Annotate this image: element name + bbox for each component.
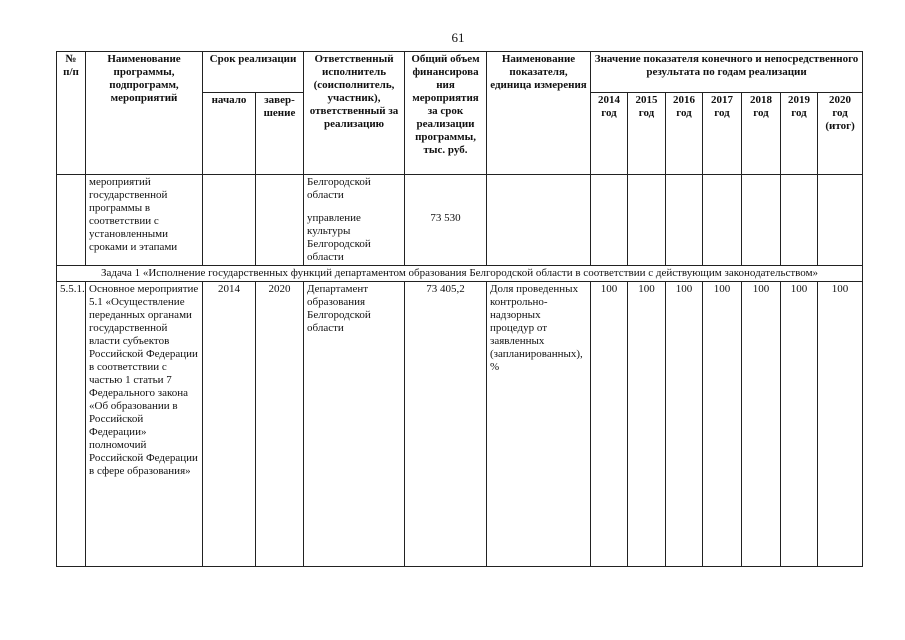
value-2014: 100	[591, 282, 628, 567]
value-2017: 100	[703, 282, 742, 567]
value-2016: 100	[666, 282, 703, 567]
header-indicator: Наименование показателя, единица измерения	[487, 52, 591, 175]
header-year-2018: 2018 год	[742, 93, 781, 175]
cont-name: мероприятий государственной программы в соответствии с установленными сроками и этапами	[86, 175, 203, 266]
main-executor: Департамент образования Белгородской области	[304, 282, 405, 567]
value-2019: 100	[781, 282, 818, 567]
main-financing: 73 405,2	[405, 282, 487, 567]
main-start: 2014	[203, 282, 256, 567]
cell-empty	[487, 175, 591, 266]
header-year-2014: 2014 год	[591, 93, 628, 175]
cell-empty	[703, 175, 742, 266]
header-year-2016: 2016 год	[666, 93, 703, 175]
header-financing: Общий объем финансирова ния мероприятия за срок реализации программы, тыс. руб.	[405, 52, 487, 175]
cell-empty	[781, 175, 818, 266]
cell-empty	[666, 175, 703, 266]
header-num: № п/п	[57, 52, 86, 175]
table-row-continuation	[57, 175, 863, 266]
header-term-end: завер-шение	[256, 93, 304, 175]
page-number: 61	[451, 30, 465, 45]
header-values-group: Значение показателя конечного и непосредственного результата по годам реализации	[591, 52, 863, 93]
header-year-2020: 2020 год (итог)	[818, 93, 863, 175]
cont-executor-2: управление культуры Белгородской области	[307, 212, 371, 263]
header-term: Срок реализации	[203, 52, 304, 93]
header-name: Наименование программы, подпрограмм, мероприятий	[86, 52, 203, 175]
main-name: Основное мероприятие 5.1 «Осуществление переданных органами государственной власти субъектов Российской Федерации в соответствии с частью 1 статьи 7 Федерального закона «Об образовании в Российской Федерации» полномочий Российской Федерации в сфере образования»	[86, 282, 203, 567]
header-year-2019: 2019 год	[781, 93, 818, 175]
cell-empty	[818, 175, 863, 266]
task-title: Задача 1 «Исполнение государственных функций департаментом образования Белгородской области в соответствии с действующим законодательством»	[57, 266, 863, 282]
cell-empty	[203, 175, 256, 266]
main-num: 5.5.1.	[57, 282, 86, 567]
cont-financing-cell	[405, 175, 487, 266]
program-table	[56, 51, 863, 567]
cell-empty	[742, 175, 781, 266]
cell-empty	[256, 175, 304, 266]
header-year-2015: 2015 год	[628, 93, 666, 175]
cont-executor	[304, 175, 405, 266]
cell-empty	[57, 175, 86, 266]
cell-empty	[591, 175, 628, 266]
cont-financing: 73 530	[430, 212, 461, 224]
cell-empty	[628, 175, 666, 266]
value-2018: 100	[742, 282, 781, 567]
main-indicator: Доля проведенных контрольно-надзорных процедур от заявленных (запланированных), %	[487, 282, 591, 567]
table-row-main	[57, 282, 863, 567]
cont-executor-1: Белгородской области	[307, 176, 371, 201]
value-2020: 100	[818, 282, 863, 567]
header-executor: Ответственный исполнитель (соисполнитель, участник), ответственный за реализацию	[304, 52, 405, 175]
value-2015: 100	[628, 282, 666, 567]
header-year-2017: 2017 год	[703, 93, 742, 175]
main-end: 2020	[256, 282, 304, 567]
header-term-start: начало	[203, 93, 256, 175]
